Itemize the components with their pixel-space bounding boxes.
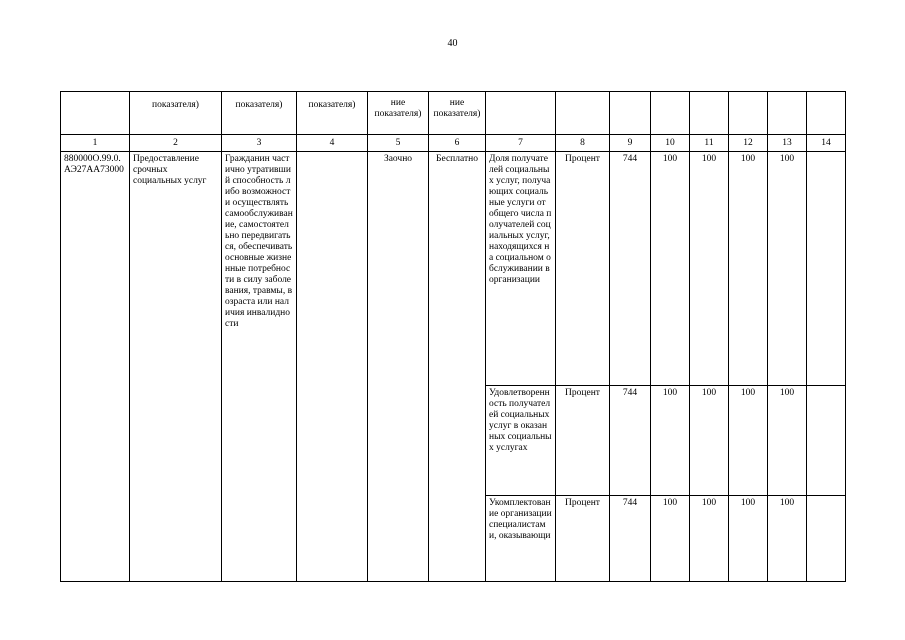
column-number: 9: [610, 135, 651, 152]
record-code: 880000О.99.0.АЭ27АА73000: [61, 152, 130, 582]
header-cell: ние показателя): [368, 92, 429, 135]
header-cell: [610, 92, 651, 135]
value-cell: 100: [651, 496, 690, 582]
page-number: 40: [447, 38, 458, 49]
column-number: 11: [690, 135, 729, 152]
value-cell: 100: [768, 496, 807, 582]
indicator-unit: Процент: [556, 152, 610, 386]
header-cell: [486, 92, 556, 135]
services-table: [60, 91, 846, 582]
header-cell: [61, 92, 130, 135]
value-cell: [807, 386, 846, 496]
column-number: 6: [429, 135, 486, 152]
service-name: Предоставление срочных социальных услуг: [130, 152, 222, 582]
table-row: [61, 152, 846, 386]
column-number: 5: [368, 135, 429, 152]
header-cell: [768, 92, 807, 135]
column-number-row: [61, 135, 846, 152]
column-4-cell: [297, 152, 368, 582]
value-cell: 100: [729, 152, 768, 386]
column-number: 8: [556, 135, 610, 152]
header-cell: показателя): [297, 92, 368, 135]
value-cell: 100: [768, 386, 807, 496]
unit-code: 744: [610, 496, 651, 582]
header-cell: ние показателя): [429, 92, 486, 135]
column-number: 12: [729, 135, 768, 152]
indicator-name: Укомплектование организации специалистами, оказывающи: [486, 496, 556, 582]
column-number: 14: [807, 135, 846, 152]
value-cell: [807, 152, 846, 386]
header-cell: показателя): [130, 92, 222, 135]
value-cell: 100: [690, 152, 729, 386]
column-number: 1: [61, 135, 130, 152]
value-cell: 100: [690, 496, 729, 582]
indicator-name: Доля получателей социальных услуг, получающих социальные услуги от общего числа получателей социальных услуг, находящихся на социальном обслуживании в организации: [486, 152, 556, 386]
column-number: 13: [768, 135, 807, 152]
service-form: Заочно: [368, 152, 429, 582]
value-cell: 100: [729, 496, 768, 582]
value-cell: [807, 496, 846, 582]
value-cell: 100: [651, 386, 690, 496]
recipient-category: Гражданин частично утративший способность либо возможности осуществлять самообслуживание, самостоятельно передвигаться, обеспечивать основные жизненные потребности в силу заболевания, травмы, возраста или наличия инвалидности: [222, 152, 297, 582]
header-row: [61, 92, 846, 135]
header-cell: [651, 92, 690, 135]
indicator-unit: Процент: [556, 496, 610, 582]
unit-code: 744: [610, 152, 651, 386]
unit-code: 744: [610, 386, 651, 496]
header-cell: [556, 92, 610, 135]
indicator-name: Удовлетворенность получателей социальных услуг в оказанных социальных услугах: [486, 386, 556, 496]
header-cell: [807, 92, 846, 135]
column-number: 7: [486, 135, 556, 152]
value-cell: 100: [729, 386, 768, 496]
header-cell: [729, 92, 768, 135]
value-cell: 100: [690, 386, 729, 496]
header-cell: [690, 92, 729, 135]
value-cell: 100: [651, 152, 690, 386]
column-number: 4: [297, 135, 368, 152]
column-number: 10: [651, 135, 690, 152]
column-number: 2: [130, 135, 222, 152]
indicator-unit: Процент: [556, 386, 610, 496]
value-cell: 100: [768, 152, 807, 386]
payment-type: Бесплатно: [429, 152, 486, 582]
header-cell: показателя): [222, 92, 297, 135]
column-number: 3: [222, 135, 297, 152]
